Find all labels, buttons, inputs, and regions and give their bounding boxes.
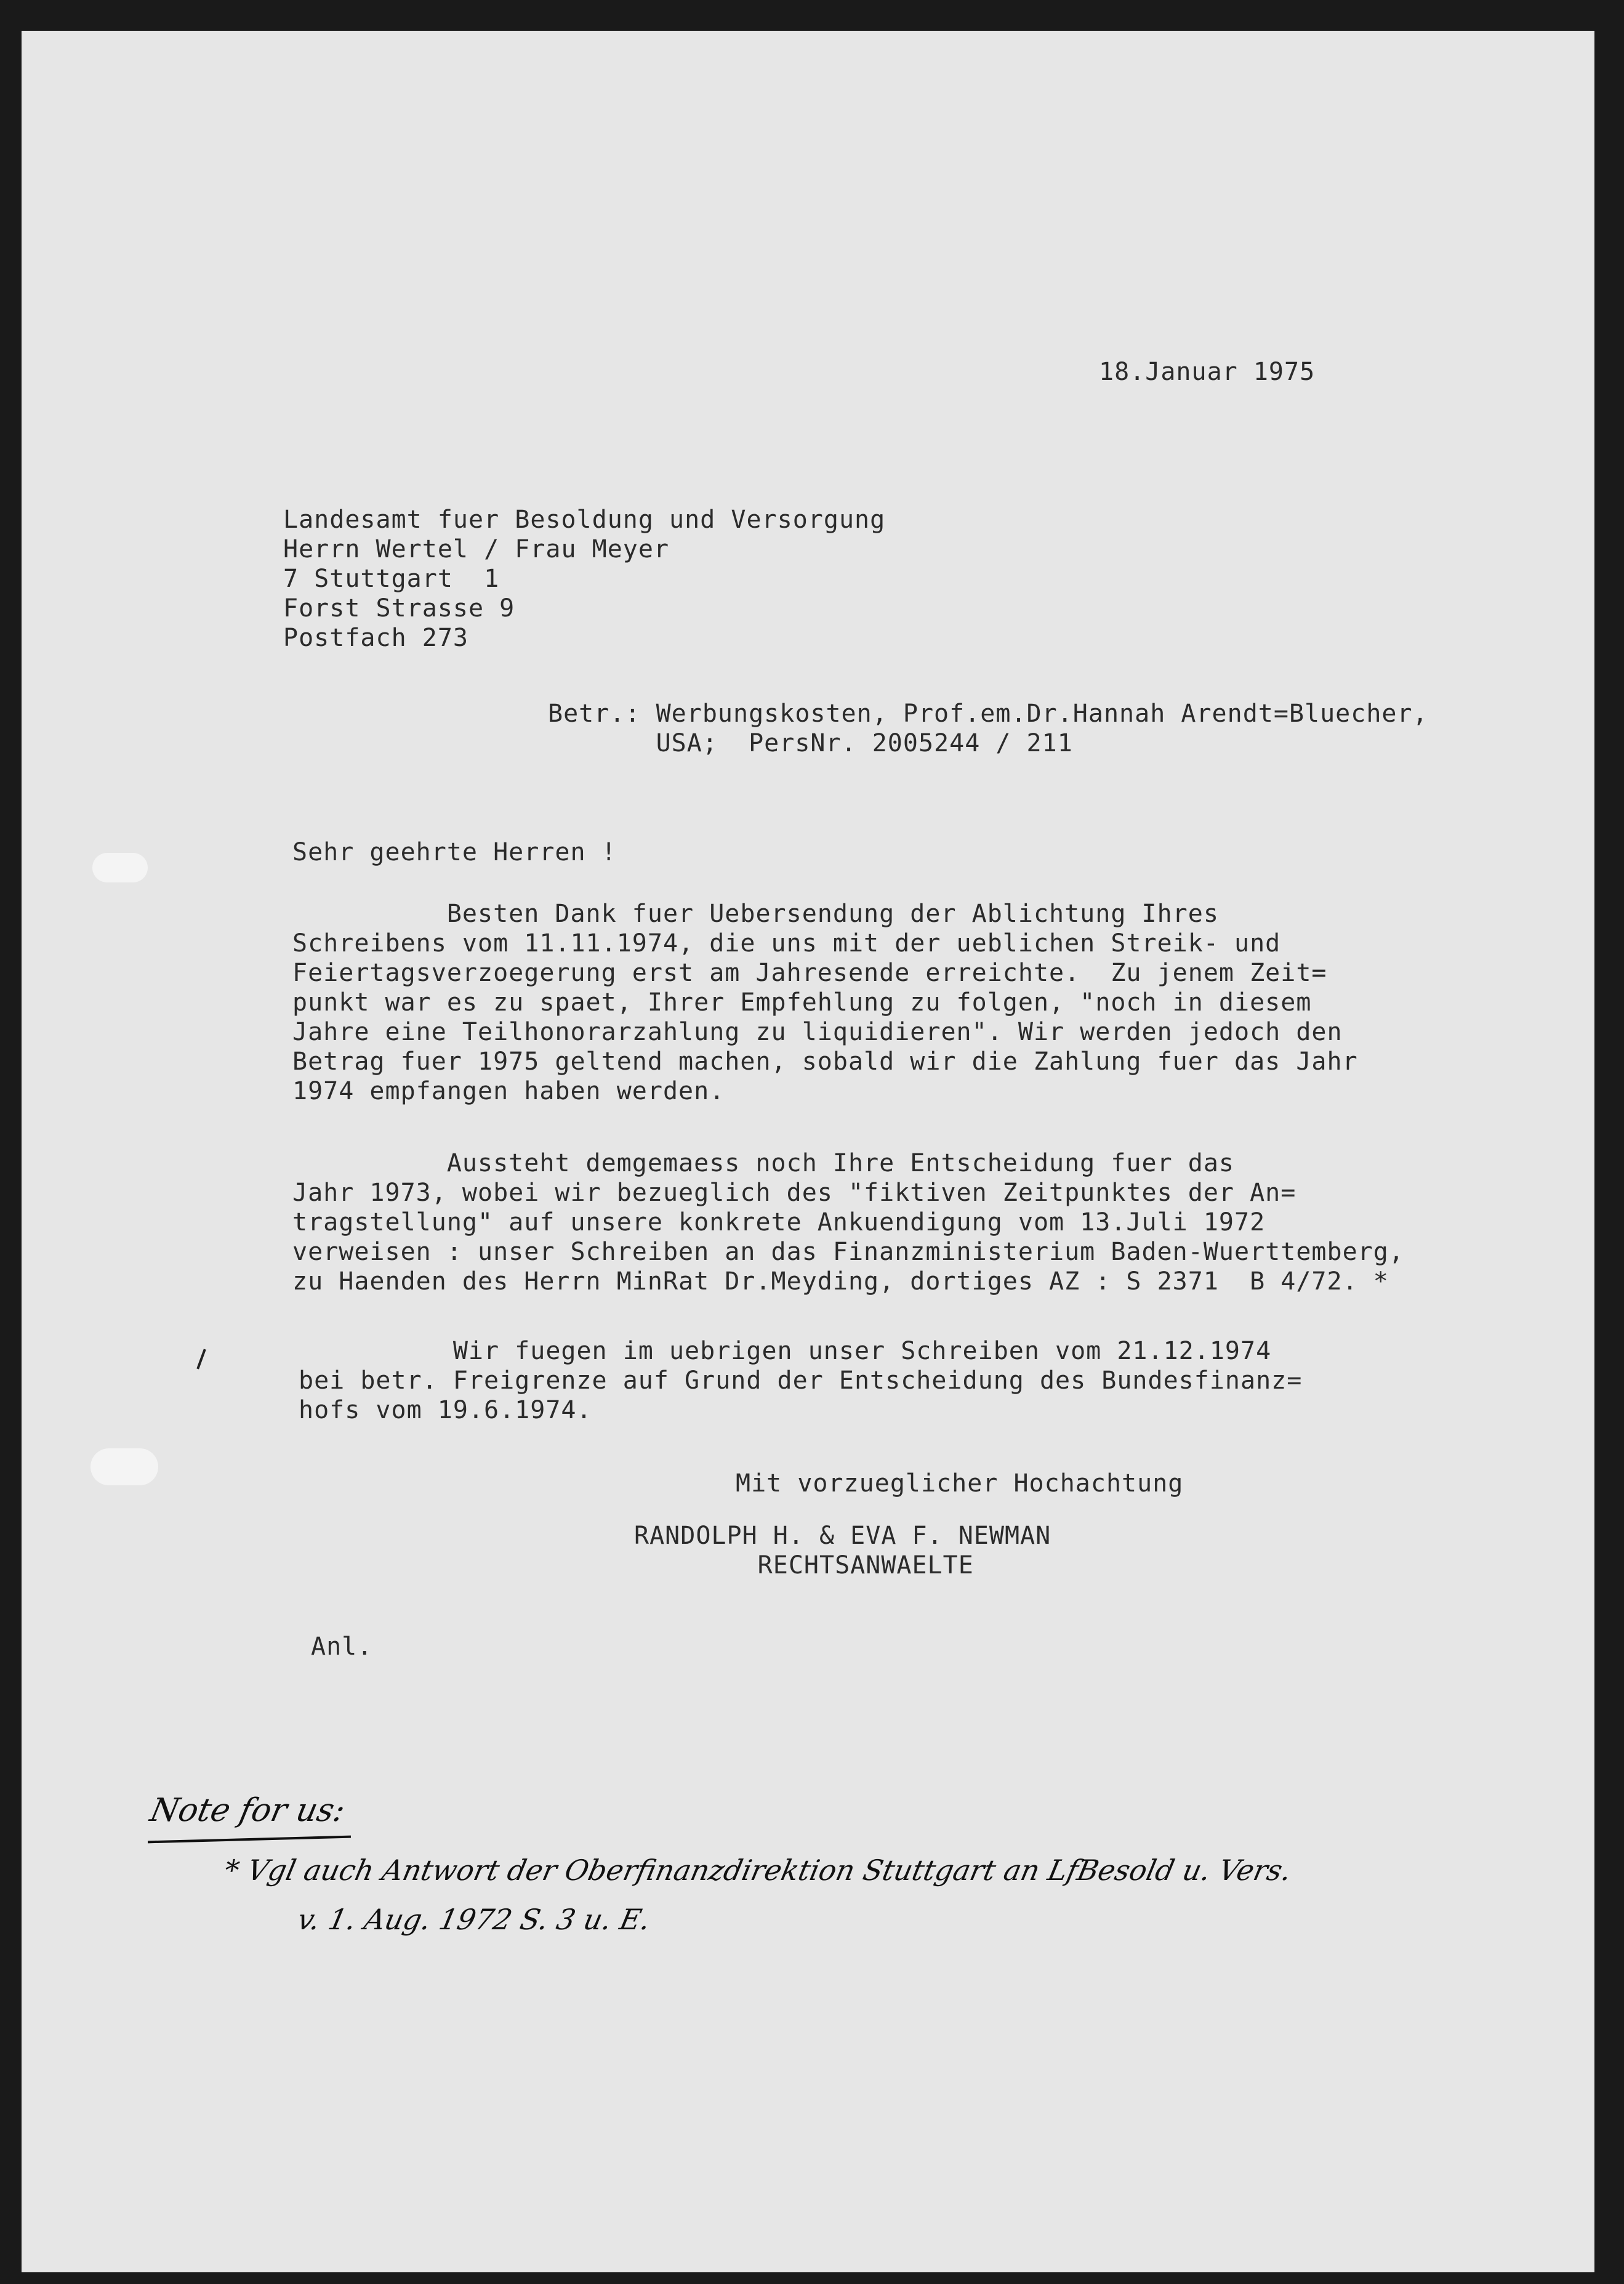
letter-date: 18.Januar 1975 <box>1099 358 1316 386</box>
subject-line-2: USA; PersNr. 2005244 / 211 <box>548 729 1073 757</box>
signature-line: RANDOLPH H. & EVA F. NEWMAN <box>634 1522 1051 1550</box>
closing: Mit vorzueglicher Hochachtung <box>736 1469 1184 1498</box>
paragraph-line: Besten Dank fuer Uebersendung der Ablichtung Ihres <box>292 900 1219 928</box>
subject-line-1: Betr.: Werbungskosten, Prof.em.Dr.Hannah Arendt=Bluecher, <box>548 700 1428 728</box>
recipient-line: Postfach 273 <box>283 624 468 652</box>
recipient-address <box>283 505 885 653</box>
recipient-line: Forst Strasse 9 <box>283 594 515 623</box>
recipient-line: 7 Stuttgart 1 <box>283 565 500 593</box>
paragraph-line: punkt war es zu spaet, Ihrer Empfehlung zu folgen, "noch in diesem <box>292 988 1312 1017</box>
paragraph-3 <box>299 1336 1302 1425</box>
paragraph-line: tragstellung" auf unsere konkrete Ankuendigung vom 13.Juli 1972 <box>292 1208 1266 1237</box>
paragraph-line: verweisen : unser Schreiben an das Finanzministerium Baden-Wuerttemberg, <box>292 1238 1404 1266</box>
letter-page <box>22 31 1594 2272</box>
paragraph-line: hofs vom 19.6.1974. <box>299 1396 592 1424</box>
salutation: Sehr geehrte Herren ! <box>292 838 617 866</box>
handwritten-note-line-2: v. 1. Aug. 1972 S. 3 u. E. <box>276 1903 654 1936</box>
paragraph-line: zu Haenden des Herrn MinRat Dr.Meyding, dortiges AZ : S 2371 B 4/72. * <box>292 1267 1389 1296</box>
paragraph-1 <box>292 899 1358 1106</box>
handwritten-heading: Note for us: <box>147 1792 349 1829</box>
recipient-line: Herrn Wertel / Frau Meyer <box>283 535 670 563</box>
handwritten-note-line-1: * Vgl auch Antwort der Oberfinanzdirektion Stuttgart an LfBesold u. Vers. <box>221 1854 1295 1887</box>
handwritten-underline <box>148 1836 351 1844</box>
subject-line <box>548 699 1428 758</box>
punch-hole-top <box>92 853 148 882</box>
recipient-line: Landesamt fuer Besoldung und Versorgung <box>283 506 886 534</box>
paragraph-line: Wir fuegen im uebrigen unser Schreiben vom 21.12.1974 <box>299 1337 1272 1365</box>
paragraph-line: Betrag fuer 1975 geltend machen, sobald wir die Zahlung fuer das Jahr <box>292 1047 1358 1076</box>
paragraph-line: Jahr 1973, wobei wir bezueglich des "fiktiven Zeitpunktes der An= <box>292 1179 1296 1207</box>
paragraph-line: Jahre eine Teilhonorarzahlung zu liquidieren". Wir werden jedoch den <box>292 1018 1343 1046</box>
signature-block <box>634 1521 1051 1580</box>
paragraph-line: Feiertagsverzoegerung erst am Jahresende erreichte. Zu jenem Zeit= <box>292 959 1327 987</box>
enclosure: Anl. <box>311 1632 373 1661</box>
paragraph-line: Aussteht demgemaess noch Ihre Entscheidung fuer das <box>292 1149 1235 1177</box>
punch-hole-bottom-left <box>90 1448 158 1485</box>
paragraph-line: bei betr. Freigrenze auf Grund der Entscheidung des Bundesfinanz= <box>299 1366 1303 1395</box>
paragraph-line: Schreibens vom 11.11.1974, die uns mit der ueblichen Streik- und <box>292 929 1281 958</box>
signature-line: RECHTSANWAELTE <box>634 1551 974 1580</box>
margin-mark <box>196 1349 206 1369</box>
paragraph-line: 1974 empfangen haben werden. <box>292 1077 725 1105</box>
paragraph-2 <box>292 1148 1404 1296</box>
